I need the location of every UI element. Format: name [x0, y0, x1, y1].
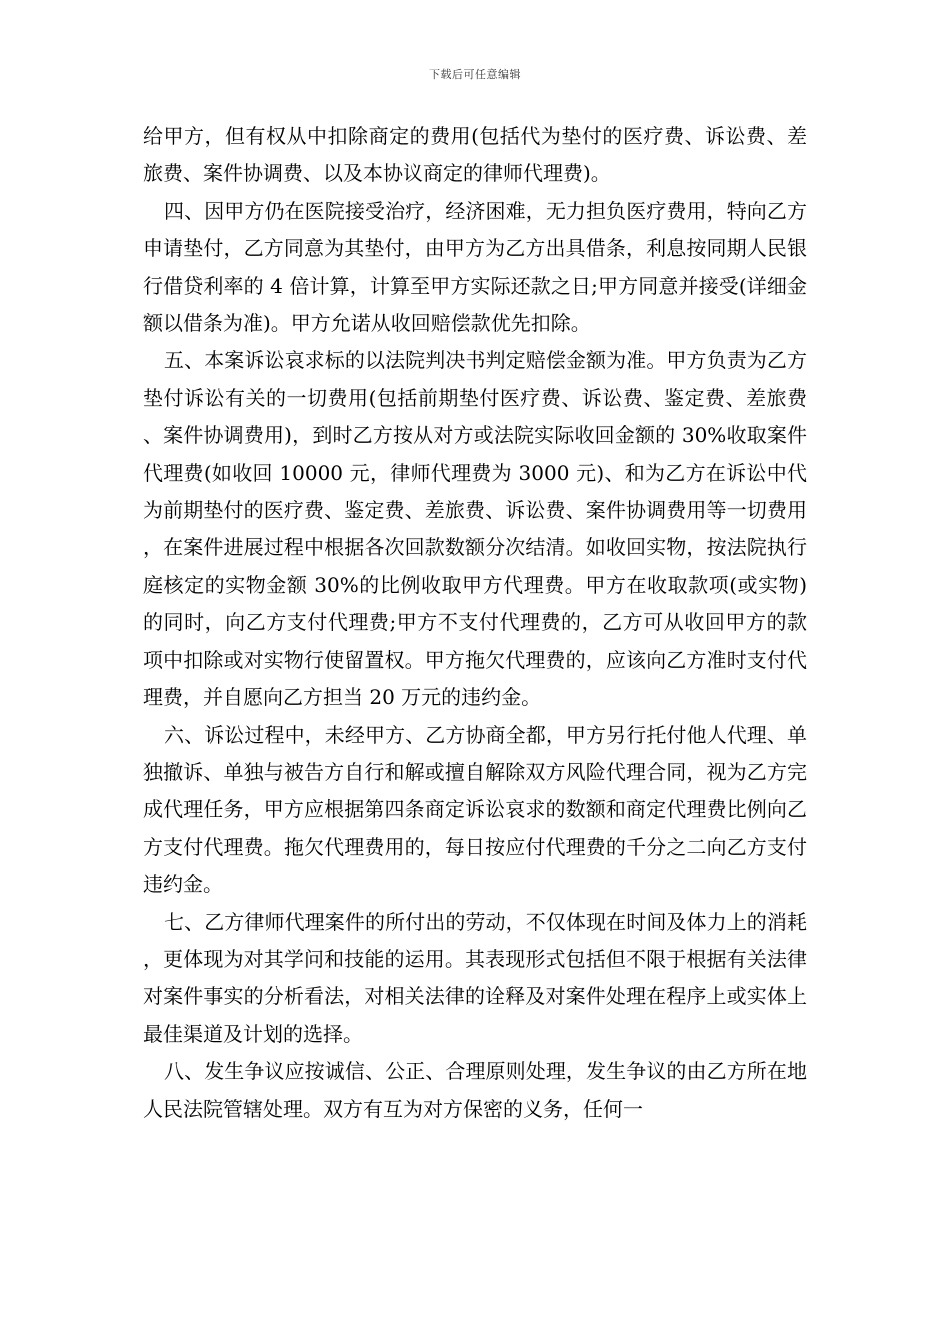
paragraph-clause-4: 四、因甲方仍在医院接受治疗，经济困难，无力担负医疗费用，特向乙方申请垫付，乙方同意为其垫付，由甲方为乙方出具借条，利息按同期人民银行借贷利率的 4 倍计算，计算至甲方实际还款之日;甲方同意并接受(详细金额以借条为准)。甲方允诺从收回赔偿款优先扣除。: [143, 198, 807, 336]
paragraph-continuation: 给甲方，但有权从中扣除商定的费用(包括代为垫付的医疗费、诉讼费、差旅费、案件协调费、以及本协议商定的律师代理费)。: [143, 124, 807, 186]
page-header: 下载后可任意编辑: [429, 68, 521, 81]
paragraph-clause-7: 七、乙方律师代理案件的所付出的劳动，不仅体现在时间及体力上的消耗，更体现为对其学问和技能的运用。其表现形式包括但不限于根据有关法律对案件事实的分析看法，对相关法律的诠释及对案件处理在程序上或实体上最佳渠道及计划的选择。: [143, 909, 807, 1046]
document-body: [143, 118, 807, 1128]
paragraph-clause-8: 八、发生争议应按诚信、公正、合理原则处理，发生争议的由乙方所在地人民法院管辖处理。双方有互为对方保密的义务，任何一: [143, 1059, 807, 1121]
paragraph-clause-5: 五、本案诉讼哀求标的以法院判决书判定赔偿金额为准。甲方负责为乙方垫付诉讼有关的一切费用(包括前期垫付医疗费、诉讼费、鉴定费、差旅费、案件协调费用)，到时乙方按从对方或法院实际收回金额的 30%收取案件代理费(如收回 10000 元，律师代理费为 3000 元)、和为乙方在诉讼中代为前期垫付的医疗费、鉴定费、差旅费、诉讼费、案件协调费用等一切费用，在案件进展过程中根据各次回款数额分次结清。如收回实物，按法院执行庭核定的实物金额 30%的比例收取甲方代理费。甲方在收取款项(或实物)的同时，向乙方支付代理费;甲方不支付代理费的，乙方可从收回甲方的款项中扣除或对实物行使留置权。甲方拖欠代理费的，应该向乙方准时支付代理费，并自愿向乙方担当 20 万元的违约金。: [143, 348, 807, 710]
paragraph-clause-6: 六、诉讼过程中，未经甲方、乙方协商全都，甲方另行托付他人代理、单独撤诉、单独与被告方自行和解或擅自解除双方风险代理合同，视为乙方完成代理任务，甲方应根据第四条商定诉讼哀求的数额和商定代理费比例向乙方支付代理费。拖欠代理费用的，每日按应付代理费的千分之二向乙方支付违约金。: [143, 722, 807, 897]
